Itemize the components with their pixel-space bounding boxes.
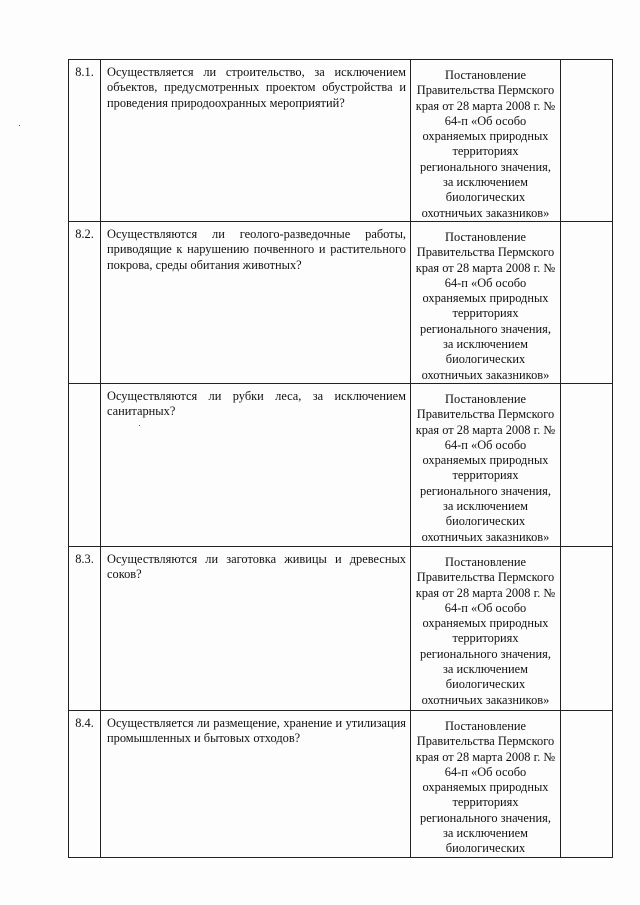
scan-speck xyxy=(139,425,140,426)
legal-reference: Постановление Правительства Пермского края от 28 марта 2008 г. № 64-п «Об особо охраняемых природных территориях регионального значения, за исключением биологических охотничьих заказников» xyxy=(411,546,561,710)
question-text: Осуществляются ли геолого-разведочные работы, приводящие к нарушению почвенного и растительного покрова, среды обитания животных? xyxy=(101,221,411,383)
answer-cell xyxy=(561,383,613,546)
table-row xyxy=(69,60,613,222)
question-text: Осуществляются ли заготовка живицы и древесных соков? xyxy=(101,546,411,710)
item-number: 8.3. xyxy=(69,546,101,710)
answer-cell xyxy=(561,60,613,222)
item-number: 8.2. xyxy=(69,221,101,383)
requirements-table xyxy=(68,59,613,858)
legal-reference: Постановление Правительства Пермского края от 28 марта 2008 г. № 64-п «Об особо охраняемых природных территориях регионального значения, за исключением биологических охотничьих заказников» xyxy=(411,383,561,546)
item-number: 8.1. xyxy=(69,60,101,222)
scan-speck xyxy=(19,125,20,126)
answer-cell xyxy=(561,710,613,857)
answer-cell xyxy=(561,546,613,710)
table-row xyxy=(69,221,613,383)
item-number: 8.4. xyxy=(69,710,101,857)
legal-reference: Постановление Правительства Пермского края от 28 марта 2008 г. № 64-п «Об особо охраняемых природных территориях регионального значения, за исключением биологических xyxy=(411,710,561,857)
question-text: Осуществляются ли рубки леса, за исключением санитарных? xyxy=(101,383,411,546)
table-row xyxy=(69,383,613,546)
table-row xyxy=(69,710,613,857)
legal-reference: Постановление Правительства Пермского края от 28 марта 2008 г. № 64-п «Об особо охраняемых природных территориях регионального значения, за исключением биологических охотничьих заказников» xyxy=(411,60,561,222)
answer-cell xyxy=(561,221,613,383)
legal-reference: Постановление Правительства Пермского края от 28 марта 2008 г. № 64-п «Об особо охраняемых природных территориях регионального значения, за исключением биологических охотничьих заказников» xyxy=(411,221,561,383)
table-row xyxy=(69,546,613,710)
question-text: Осуществляется ли размещение, хранение и утилизация промышленных и бытовых отходов? xyxy=(101,710,411,857)
question-text: Осуществляется ли строительство, за исключением объектов, предусмотренных проектом обустройства и проведения природоохранных мероприятий? xyxy=(101,60,411,222)
item-number xyxy=(69,383,101,546)
